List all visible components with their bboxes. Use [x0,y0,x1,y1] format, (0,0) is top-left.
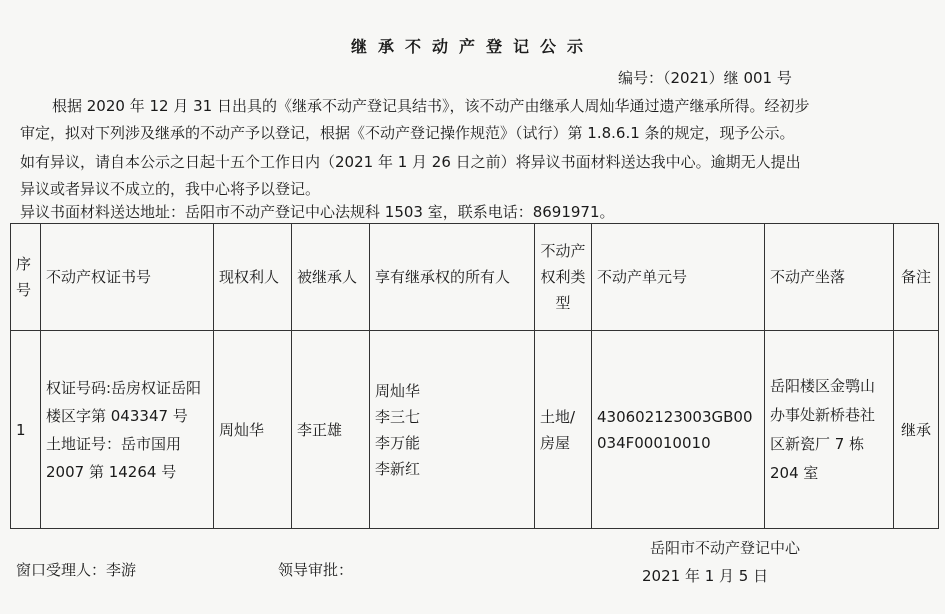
header-heirs: 享有继承权的所有人 [370,224,535,331]
registration-table [10,223,939,529]
cell-cert-no [41,331,214,529]
paragraph-line: 审定，拟对下列涉及继承的不动产予以登记，根据《不动产登记操作规范》（试行）第 1.8.6.1 条的规定，现予公示。 [20,124,795,142]
heir-name: 李新红 [375,459,421,478]
heir-name: 周灿华 [375,381,421,400]
heir-name: 李万能 [375,433,421,452]
table-row [11,331,939,529]
header-location: 不动产坐落 [765,224,894,331]
paragraph-line: 如有异议，请自本公示之日起十五个工作日内（2021 年 1 月 26 日之前）将异议书面材料送达我中心。逾期无人提出 [20,153,801,171]
header-holder: 现权利人 [214,224,292,331]
heir-name: 李三七 [375,407,421,426]
cell-unit-no: 430602123003GB00034F00010010 [592,331,765,529]
header-unit-no: 不动产单元号 [592,224,765,331]
header-right-type: 不动产权利类型 [535,224,592,331]
issue-date: 2021 年 1 月 5 日 [642,567,769,585]
document-title: 继承不动产登记公示 [350,37,594,56]
cert-number-house: 权证号码:岳房权证岳阳楼区字第 043347 号 [46,378,202,425]
cell-holder: 周灿华 [214,331,292,529]
cell-decedent: 李正雄 [292,331,370,529]
cell-note: 继承 [894,331,939,529]
issuing-center: 岳阳市不动产登记中心 [650,539,801,557]
paragraph-line: 根据 2020 年 12 月 31 日出具的《继承不动产登记具结书》，该不动产由继承人周灿华通过遗产继承所得。经初步 [52,97,810,115]
table-header-row [11,224,939,331]
header-decedent: 被继承人 [292,224,370,331]
address-line: 异议书面材料送达地址：岳阳市不动产登记中心法规科 1503 室，联系电话：8691971。 [20,203,615,221]
header-note: 备注 [894,224,939,331]
window-receiver: 窗口受理人：李游 [16,561,137,579]
cell-heirs [370,331,535,529]
header-seq: 序号 [11,224,41,331]
document-number: 编号：（2021）继 001 号 [618,69,792,87]
header-cert-no: 不动产权证书号 [41,224,214,331]
cell-location: 岳阳楼区金鹗山办事处新桥巷社区新瓷厂 7 栋 204 室 [765,331,894,529]
cell-seq: 1 [11,331,41,529]
leader-approval: 领导审批： [278,561,354,579]
paragraph-line: 异议或者异议不成立的，我中心将予以登记。 [20,180,321,198]
cert-number-land: 土地证号：岳市国用 2007 第 14264 号 [46,434,182,481]
cell-right-type: 土地/房屋 [535,331,592,529]
